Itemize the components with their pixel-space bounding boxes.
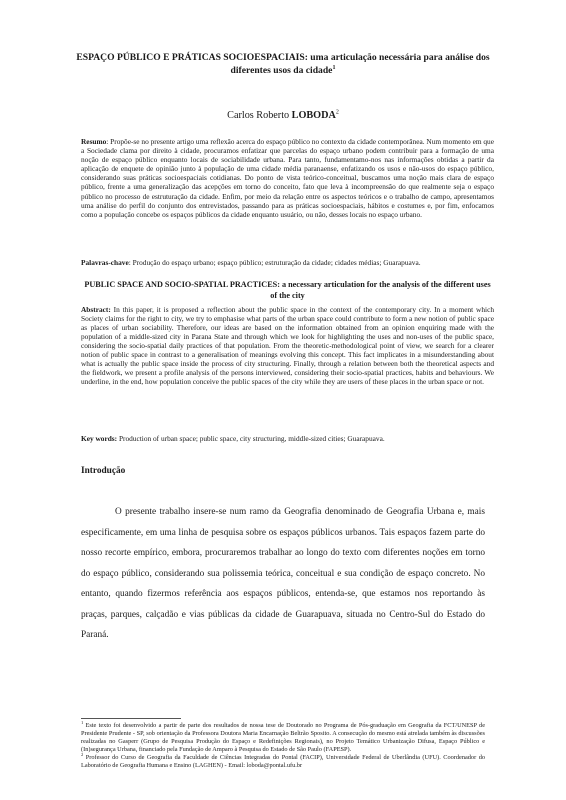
resumo-label: Resumo xyxy=(81,137,107,146)
author-footnote-mark: 2 xyxy=(335,109,339,116)
intro-paragraph: O presente trabalho insere-se num ramo da Geografia denominado de Geografia Urbana e, mais especificamente, em uma linha de pesquisa sobre os espaços públicos urbanos. Tais espaços fazem parte do nosso recorte empírico, embora, procuraremos trabalhar ao longo do texto com diferentes noções em torno do espaço público, considerando sua polissemia teórica, conceitual e sua condição de espaço concreto. No entanto, quando fizermos referência aos espaços públicos, entenda-se, que estamos nos reportando às praças, parques, calçadão e vias públicas da cidade de Guarapuava, situada no Centro-Sul do Estado do Paraná. xyxy=(81,507,485,640)
resumo-paragraph xyxy=(81,137,494,219)
keywords-text: Production of urban space; public space, city structuring, middle-sized cities; Guarapuava. xyxy=(117,434,385,443)
footnote-block xyxy=(81,719,485,771)
abstract-paragraph xyxy=(81,305,494,386)
footnote-1-text: Este texto foi desenvolvido a partir de parte dos resultados de nossa tese de Doutorado no Programa de Pós-graduação em Geografia da FCT/UNESP de Presidente Prudente - SP, sob orientação da Professora Doutora Maria Encarnação Beltrão Sposito. A consecução do mesmo está atrelada também às discussões realizadas no Gasperr (Grupo de Pesquisa Produção do Espaço e Redefinições Regionais), no Projeto Temático Urbanização Difusa, Espaço Público e (In)segurança Urbana, financiado pela Fundação de Amparo à Pesquisa do Estado de São Paulo (FAPESP). xyxy=(81,722,485,754)
english-title: PUBLIC SPACE AND SOCIO-SPATIAL PRACTICES: a necessary articulation for the analysis of the different uses of the city xyxy=(84,280,491,300)
footnote-divider xyxy=(81,718,181,719)
footnote-1 xyxy=(81,719,485,754)
palavras-chave-text: : Produção do espaço urbano; espaço público; estruturação da cidade; cidades médias; Guarapuava. xyxy=(128,258,421,267)
author-last-name: LOBODA xyxy=(291,110,336,121)
footnote-2 xyxy=(81,754,485,770)
abstract-text: In this paper, it is proposed a reflection about the public space in the context of the contemporary city. In a moment which Society claims for the right to city, we try to emphasise what parts of the urban space could contribute to form a new notion of public space as places of urban sociability. Therefore, our ideas are based on the information obtained from an opinion enquiring made with the population of a middle-sized city in Parana State and through which we look for highlighting the uses and non-uses of the public space, considering the socio-spatial daily practices of that population. From the theoretic-methodological point of view, we search for a clearer notion of public space in contrast to a generalisation of meanings evolving this concept. This fact implicates in a misunderstanding about what is actually the public space inside the process of city structuring. Finally, through a relation between both the theoretical aspects and the fieldwork, we present a profile analysis of the persons interviewed, considering their socio-spatial practices, habits and behaviours. We underline, in the end, how population conceive the public spaces of the city while they are users of these places in the urban space or not. xyxy=(81,305,494,386)
resumo-text: : Propõe-se no presente artigo uma reflexão acerca do espaço público no contexto da cidade contemporânea. Num momento em que a Sociedade clama por direito à cidade, procuramos enfatizar que parcelas do espaço urbano podem contribuir para a formação de uma noção de espaço público enquanto locais de sociabilidade urbana. Para tanto, fundamentamo-nos nas informações obtidas a partir da aplicação de enquete de opinião junto à população de uma cidade média paranaense, enfatizando os usos e não-usos do espaço público, considerando suas práticas socioespaciais cotidianas. Do ponto de vista teórico-conceitual, buscamos uma noção mais clara de espaço público, frente a uma generalização das acepções em torno do conceito, fato que leva à incompreensão do que realmente seja o espaço público no processo de estruturação da cidade. Enfim, por meio da relação entre os aspectos teóricos e o trabalho de campo, apresentamos uma análise do perfil do conjunto dos entrevistados, passando para as práticas socioespaciais, hábitos e costumes e, por fim, enfocamos como a população concebe os espaços públicos da cidade enquanto usuário, ou não, desses locais no espaço urbano. xyxy=(81,137,494,219)
footnote-2-text: Professor do Curso de Geografia da Faculdade de Ciências Integradas do Pontal (FACIP), Universidade Federal de Uberlândia (UFU). Coordenador do Laboratório de Geografia Humana e Ensino (LAGHEN) - Email: loboda@pontal.ufu.br xyxy=(81,754,485,770)
section-heading-introducao: Introdução xyxy=(81,466,126,476)
abstract-label: Abstract: xyxy=(81,305,111,314)
footnote-1-mark: 1 xyxy=(81,719,84,725)
palavras-chave xyxy=(81,258,494,267)
paper-title xyxy=(70,52,496,77)
palavras-chave-label: Palavras-chave xyxy=(81,258,129,267)
author-first-name: Carlos Roberto xyxy=(227,110,292,121)
author-line xyxy=(0,109,566,122)
keywords-label: Key words: xyxy=(81,434,118,443)
title-text: ESPAÇO PÚBLICO E PRÁTICAS SOCIOESPACIAIS: uma articulação necessária para análise dos diferentes usos da cidade xyxy=(76,52,490,76)
title-footnote-mark: 1 xyxy=(332,64,336,71)
footnote-2-mark: 2 xyxy=(81,752,84,758)
keywords xyxy=(81,434,494,443)
